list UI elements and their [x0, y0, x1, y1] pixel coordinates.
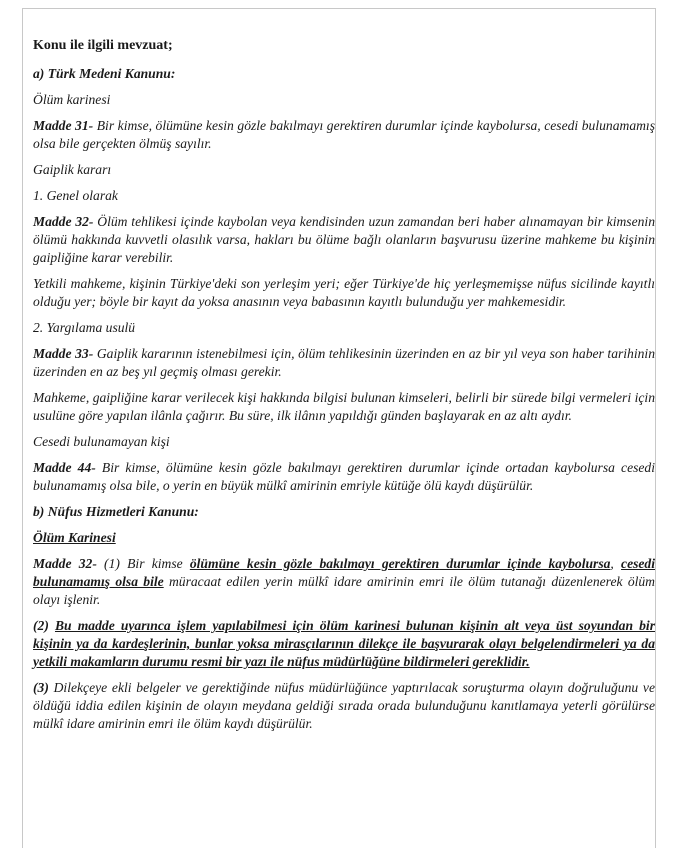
tmk-yargilama-title: 2. Yargılama usulü	[33, 320, 136, 335]
madde-text-emphasis: ölümüne kesin gözle bakılmayı gerektiren durumlar içinde kaybolursa	[189, 556, 611, 571]
paragraph-number: (2)	[33, 618, 49, 633]
madde-label: Madde 32-	[33, 556, 97, 571]
document-page	[22, 8, 656, 848]
document-content	[33, 37, 655, 741]
madde-text: Bir kimse, ölümüne kesin gözle bakılmayı gerektiren durumlar içinde kaybolursa, cesedi bulunamamış olsa bile gerçekten ölmüş sayılır.	[33, 118, 655, 151]
tmk-madde-32	[33, 213, 655, 267]
nhk-paragraph-2	[33, 617, 655, 671]
section-b-title: b) Nüfus Hizmetleri Kanunu:	[33, 504, 199, 519]
tmk-gaiplik-title: Gaiplik kararı	[33, 162, 112, 177]
document-heading: Konu ile ilgili mevzuat;	[33, 38, 173, 53]
paragraph-text-emphasis: Bu madde uyarınca işlem yapılabilmesi için ölüm karinesi bulunan kişinin alt veya üst soyundan bir kişinin ya da kardeşlerinin, bunlar yoksa mirasçılarının dilekçe ile başvurarak olayı belgelendirmeleri ya da yetkili makamların durumu resmi bir yazı ile nüfus müdürlüğüne bildirmeleri gereklidir.	[33, 618, 655, 669]
nhk-olum-karinesi-title: Ölüm Karinesi	[33, 530, 116, 545]
nhk-madde-32	[33, 555, 655, 609]
madde-label: Madde 44-	[33, 460, 96, 475]
madde-text-emphasis: cesedi bulunamamış olsa bile	[33, 556, 655, 589]
paragraph-number: (3)	[33, 680, 49, 695]
tmk-genel-olarak-title: 1. Genel olarak	[33, 188, 118, 203]
madde-label: Madde 33-	[33, 346, 94, 361]
tmk-madde-33-paragraph-2: Mahkeme, gaipliğine karar verilecek kişi hakkında bilgisi bulunan kimseleri, belirli bir sürede bilgi vermeleri için usulüne göre yapılan ilânla çağırır. Bu süre, ilk ilânın yapıldığı günden başlayarak en az altı aydır.	[33, 390, 655, 423]
madde-label: Madde 32-	[33, 214, 94, 229]
tmk-madde-32-paragraph-2: Yetkili mahkeme, kişinin Türkiye'deki son yerleşim yeri; eğer Türkiye'de hiç yerleşmemişse nüfus sicilinde kayıtlı olduğu yer; böyle bir kayıt da yoksa anasının veya babasının kayıtlı bulunduğu yer mahkemesidir.	[33, 276, 655, 309]
madde-text: Gaiplik kararının istenebilmesi için, ölüm tehlikesinin üzerinden en az bir yıl veya son haber tarihinin üzerinden en az beş yıl geçmiş olması gerekir.	[33, 346, 656, 379]
tmk-olum-karinesi-title: Ölüm karinesi	[33, 92, 111, 107]
tmk-cesedi-title: Cesedi bulunamayan kişi	[33, 434, 170, 449]
tmk-madde-33	[33, 345, 655, 381]
tmk-madde-31	[33, 117, 655, 153]
paragraph-text: Dilekçeye ekli belgeler ve gerektiğinde nüfus müdürlüğünce yaptırılacak soruşturma olayın doğruluğunu ve öldüğü iddia edilen kişinin de olayın meydana geldiği sırada orada bulunduğunu kanıtlamaya yeterli görülürse mülkî idare amirinin emri ile ölüm kaydı düşürülür.	[33, 680, 655, 731]
madde-text: Ölüm tehlikesi içinde kaybolan veya kendisinden uzun zamandan beri haber alınamayan bir kimsenin ölümü hakkında kuvvetli olasılık varsa, hakları bu ölüme bağlı olanların başvurusu üzerine mahkeme bu kişinin gaipliğine karar verebilir.	[33, 214, 655, 265]
madde-text-part: (1) Bir kimse	[96, 556, 190, 571]
madde-text: Bir kimse, ölümüne kesin gözle bakılmayı gerektiren durumlar içinde ortadan kaybolursa cesedi bulunamamış olsa bile, o yerin en büyük mülkî amirinin emriyle kütüğe ölü kaydı düşürülür.	[33, 460, 656, 493]
madde-text-part: müracaat edilen yerin mülkî idare amirinin emri ile ölüm tutanağı düzenlenerek ölüm olayı işlenir.	[33, 574, 656, 607]
section-a-title: a) Türk Medeni Kanunu:	[33, 66, 176, 81]
madde-text-part: ,	[610, 556, 622, 571]
madde-label: Madde 31-	[33, 118, 94, 133]
tmk-madde-44	[33, 459, 655, 495]
nhk-paragraph-3	[33, 679, 655, 733]
